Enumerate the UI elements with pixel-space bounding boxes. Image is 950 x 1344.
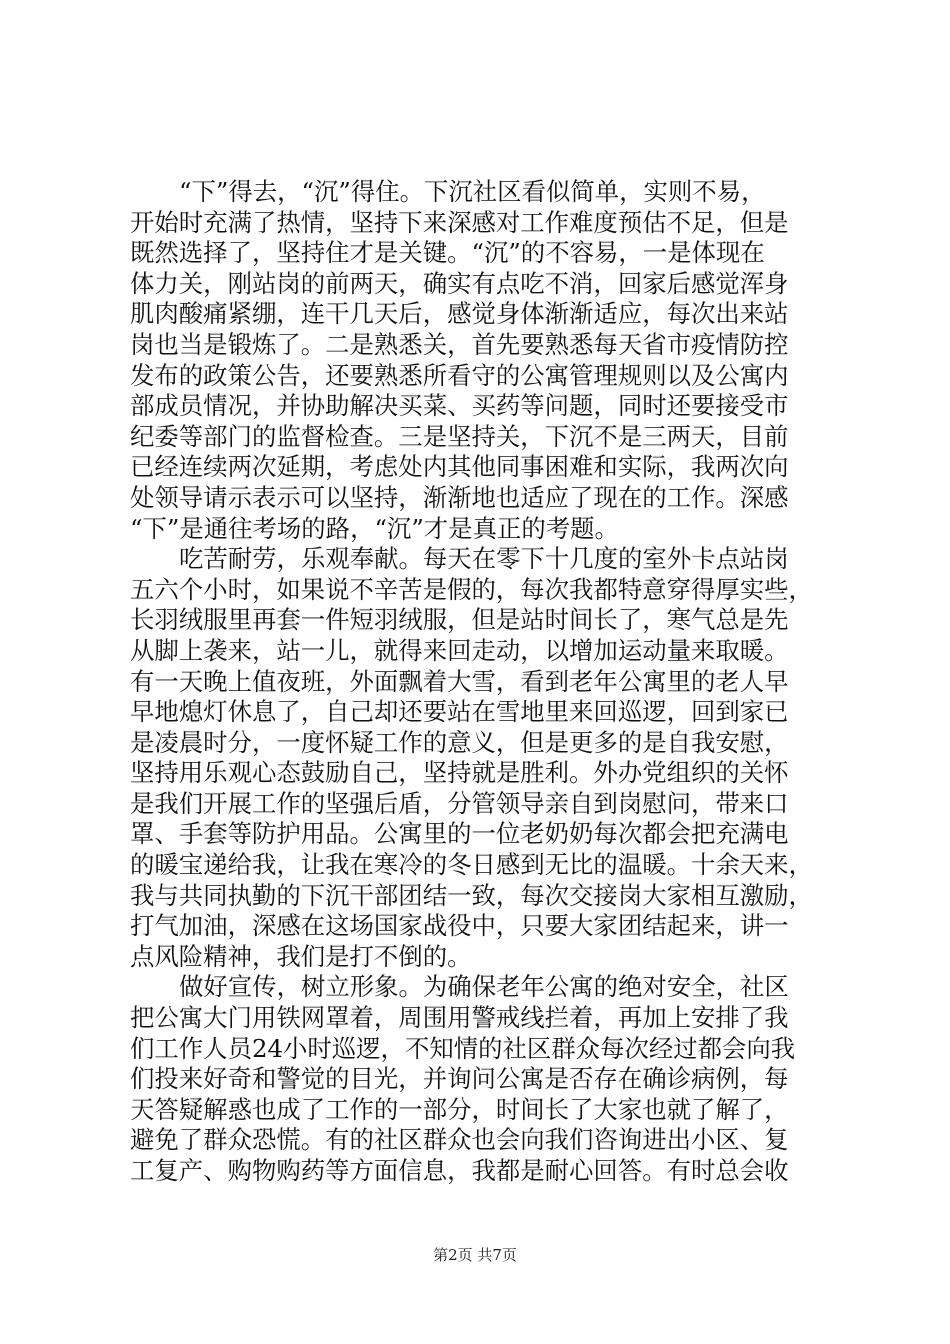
paragraph-2-line-3: 长羽绒服里再套一件短羽绒服，但是站时间长了，寒气总是先 — [130, 605, 789, 635]
paragraph-3-line-4: 们投来好奇和警觉的目光，并询问公寓是否存在确诊病例，每 — [130, 1064, 789, 1094]
paragraph-2-line-13: 打气加油，深感在这场国家战役中，只要大家团结起来，讲一 — [130, 911, 789, 941]
paragraph-1-line-7: 发布的政策公告，还要熟悉所看守的公寓管理规则以及公寓内 — [130, 360, 789, 390]
paragraph-2-line-8: 坚持用乐观心态鼓励自己，坚持就是胜利。外办党组织的关怀 — [130, 758, 789, 788]
paragraph-1-line-10: 已经连续两次延期，考虑处内其他同事困难和实际，我两次向 — [130, 452, 789, 482]
paragraph-1-line-12: “下”是通往考场的路，“沉”才是真正的考题。 — [130, 513, 619, 543]
paragraph-3-line-2: 把公寓大门用铁网罩着，周围用警戒线拦着，再加上安排了我 — [130, 1003, 789, 1033]
paragraph-2-line-6: 早地熄灯休息了，自己却还要站在雪地里来回巡逻，回到家已 — [130, 697, 789, 727]
paragraph-3-line-3: 们工作人员24小时巡逻，不知情的社区群众每次经过都会向我 — [130, 1033, 796, 1063]
paragraph-2-line-2: 五六个小时，如果说不辛苦是假的，每次我都特意穿得厚实些， — [130, 574, 813, 604]
paragraph-1-line-6: 岗也当是锻炼了。二是熟悉关，首先要熟悉每天省市疫情防控 — [130, 329, 789, 359]
paragraph-1-line-9: 纪委等部门的监督检查。三是坚持关，下沉不是三两天，目前 — [130, 421, 789, 451]
paragraph-2-line-9: 是我们开展工作的坚强后盾，分管领导亲自到岗慰问，带来口 — [130, 788, 789, 818]
page-number-footer: 第2页 共7页 — [433, 1246, 517, 1264]
paragraph-2-line-12: 我与共同执勤的下沉干部团结一致，每次交接岗大家相互激励， — [130, 880, 813, 910]
paragraph-3-line-6: 避免了群众恐慌。有的社区群众也会向我们咨询进出小区、复 — [130, 1125, 789, 1155]
paragraph-2-line-1: 吃苦耐劳，乐观奉献。每天在零下十几度的室外卡点站岗 — [179, 544, 789, 574]
paragraph-1-line-3: 既然选择了，坚持住才是关键。“沉”的不容易，一是体现在 — [130, 238, 765, 268]
paragraph-3-line-5: 天答疑解惑也成了工作的一部分，时间长了大家也就了解了， — [130, 1094, 789, 1124]
body-text — [130, 177, 830, 1187]
paragraph-2-line-14: 点风险精神，我们是打不倒的。 — [130, 941, 472, 971]
paragraph-1-line-4: 体力关，刚站岗的前两天，确实有点吃不消，回家后感觉浑身 — [130, 268, 789, 298]
paragraph-1-line-1: “下”得去，“沉”得住。下沉社区看似简单，实则不易， — [179, 177, 766, 206]
paragraph-1-line-5: 肌肉酸痛紧绷，连干几天后，感觉身体渐渐适应，每次出来站 — [130, 299, 789, 329]
paragraph-2-line-4: 从脚上袭来，站一儿，就得来回走动，以增加运动量来取暖。 — [130, 635, 789, 665]
paragraph-3-line-1: 做好宣传，树立形象。为确保老年公寓的绝对安全，社区 — [179, 972, 789, 1002]
paragraph-3-line-7: 工复产、购物购药等方面信息，我都是耐心回答。有时总会收 — [130, 1156, 789, 1185]
paragraph-2-line-11: 的暖宝递给我，让我在寒冷的冬日感到无比的温暖。十余天来， — [130, 850, 813, 880]
paragraph-2-line-5: 有一天晚上值夜班，外面飘着大雪，看到老年公寓里的老人早 — [130, 666, 789, 696]
paragraph-1-line-2: 开始时充满了热情，坚持下来深感对工作难度预估不足，但是 — [130, 207, 789, 237]
paragraph-1-line-11: 处领导请示表示可以坚持，渐渐地也适应了现在的工作。深感 — [130, 482, 789, 512]
paragraph-1-line-8: 部成员情况，并协助解决买菜、买药等问题，同时还要接受市 — [130, 391, 789, 421]
paragraph-2-line-10: 罩、手套等防护用品。公寓里的一位老奶奶每次都会把充满电 — [130, 819, 789, 849]
paragraph-2-line-7: 是凌晨时分，一度怀疑工作的意义，但是更多的是自我安慰， — [130, 727, 789, 757]
